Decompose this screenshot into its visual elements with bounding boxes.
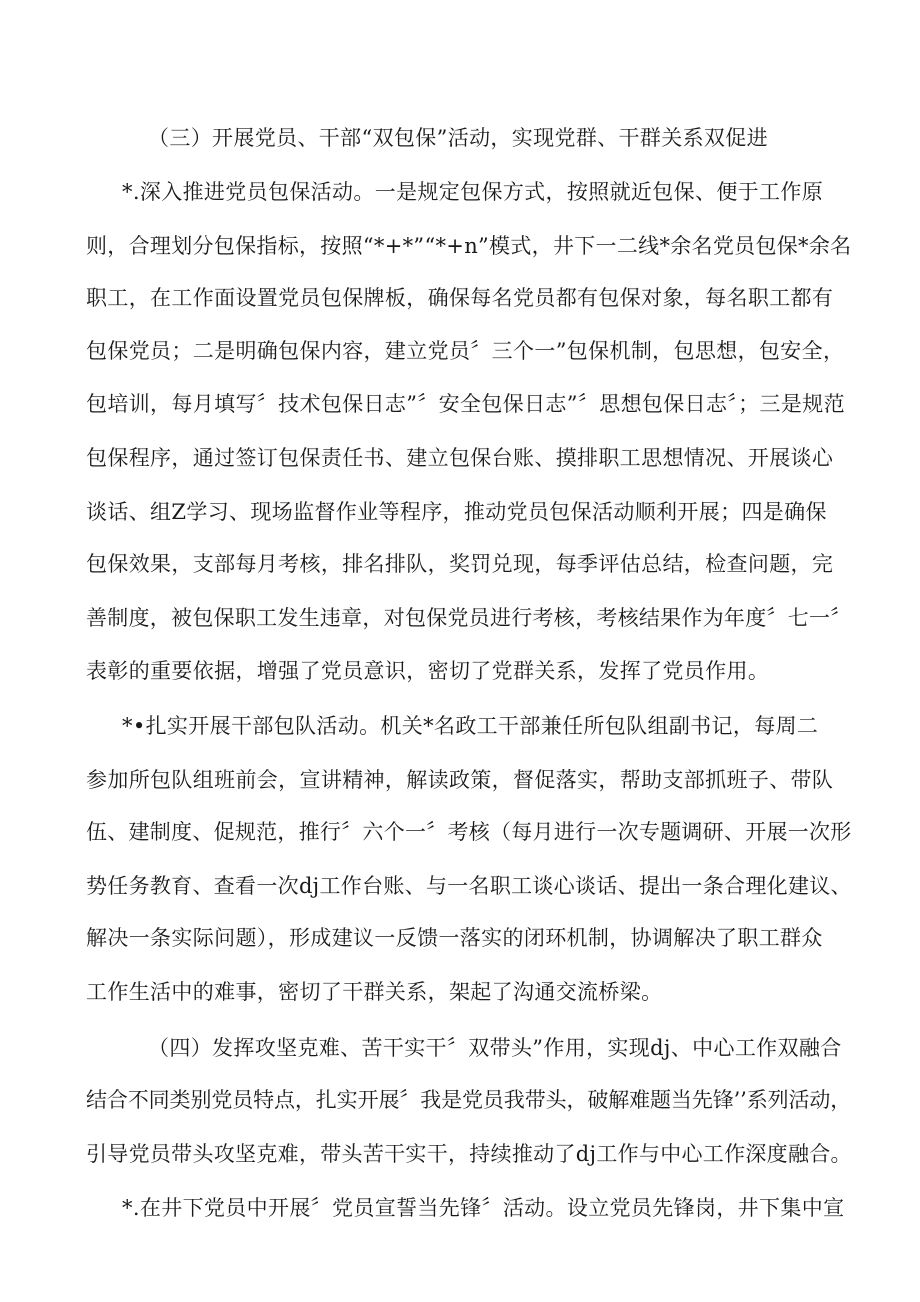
paragraph-line: 势任务教育、查看一次dj工作台账、与一名职工谈心谈话、提出一条合理化建议、 <box>86 874 852 898</box>
paragraph-line: 包保程序，通过签订包保责任书、建立包保台账、摸排职工思想情况、开展谈心 <box>86 446 834 470</box>
paragraph-line: 包培训，每月填写〞技术包保日志”〞安全包保日志”〞思想包保日志〞；三是规范 <box>86 392 845 416</box>
paragraph-line: 参加所包队组班前会，宣讲精神，解读政策，督促落实，帮助支部抓班子、带队 <box>86 768 834 792</box>
paragraph-line: 工作生活中的难事，密切了干群关系，架起了沟通交流桥梁。 <box>86 980 663 1004</box>
paragraph-line: *.在井下党员中开展〞党员宣誓当先锋〞活动。设立党员先锋岗，井下集中宣 <box>122 1196 845 1220</box>
paragraph-line: 包保党员；二是明确包保内容，建立党员〞三个一”包保机制，包思想，包安全， <box>86 339 845 363</box>
paragraph-line: 包保效果，支部每月考核，排名排队，奖罚兑现，每季评估总结，检查问题，完 <box>86 552 834 576</box>
paragraph-line: 职工，在工作面设置党员包保牌板，确保每名党员都有包保对象，每名职工都有 <box>86 286 834 310</box>
paragraph-line: 结合不同类别党员特点，扎实开展〞我是党员我带头，破解难题当先锋’’系列活动， <box>86 1088 852 1112</box>
paragraph-line: 伍、建制度、促规范，推行〞六个一〞考核（每月进行一次专题调研、开展一次形 <box>86 820 852 844</box>
paragraph-line: 解决一条实际问题），形成建议一反馈一落实的闭环机制，协调解决了职工群众 <box>86 926 823 950</box>
paragraph-line: 引导党员带头攻坚克难，带头苦干实干，持续推动了dj工作与中心工作深度融合。 <box>86 1142 852 1166</box>
paragraph-line: 善制度，被包保职工发生违章，对包保党员进行考核，考核结果作为年度〞七一〞 <box>86 606 852 630</box>
section-heading-4: （四）发挥攻坚克难、苦干实干〞双带头”作用，实现dj、中心工作双融合 <box>148 1036 842 1060</box>
paragraph-line: 表彰的重要依据，增强了党员意识，密切了党群关系，发挥了党员作用。 <box>86 659 770 683</box>
paragraph-line: *.深入推进党员包保活动。一是规定包保方式，按照就近包保、便于工作原 <box>122 180 824 204</box>
paragraph-line: *•扎实开展干部包队活动。机关*名政工干部兼任所包队组副书记，每周二 <box>122 714 819 738</box>
paragraph-line: 谈话、组Z学习、现场监督作业等程序，推动党员包保活动顺利开展；四是确保 <box>86 500 827 524</box>
paragraph-line: 则，合理划分包保指标，按照“*+*”“*+n”模式，井下一二线*余名党员包保*余名 <box>86 234 852 258</box>
section-heading-3: （三）开展党员、干部“双包保”活动，实现党群、干群关系双促进 <box>148 126 768 150</box>
